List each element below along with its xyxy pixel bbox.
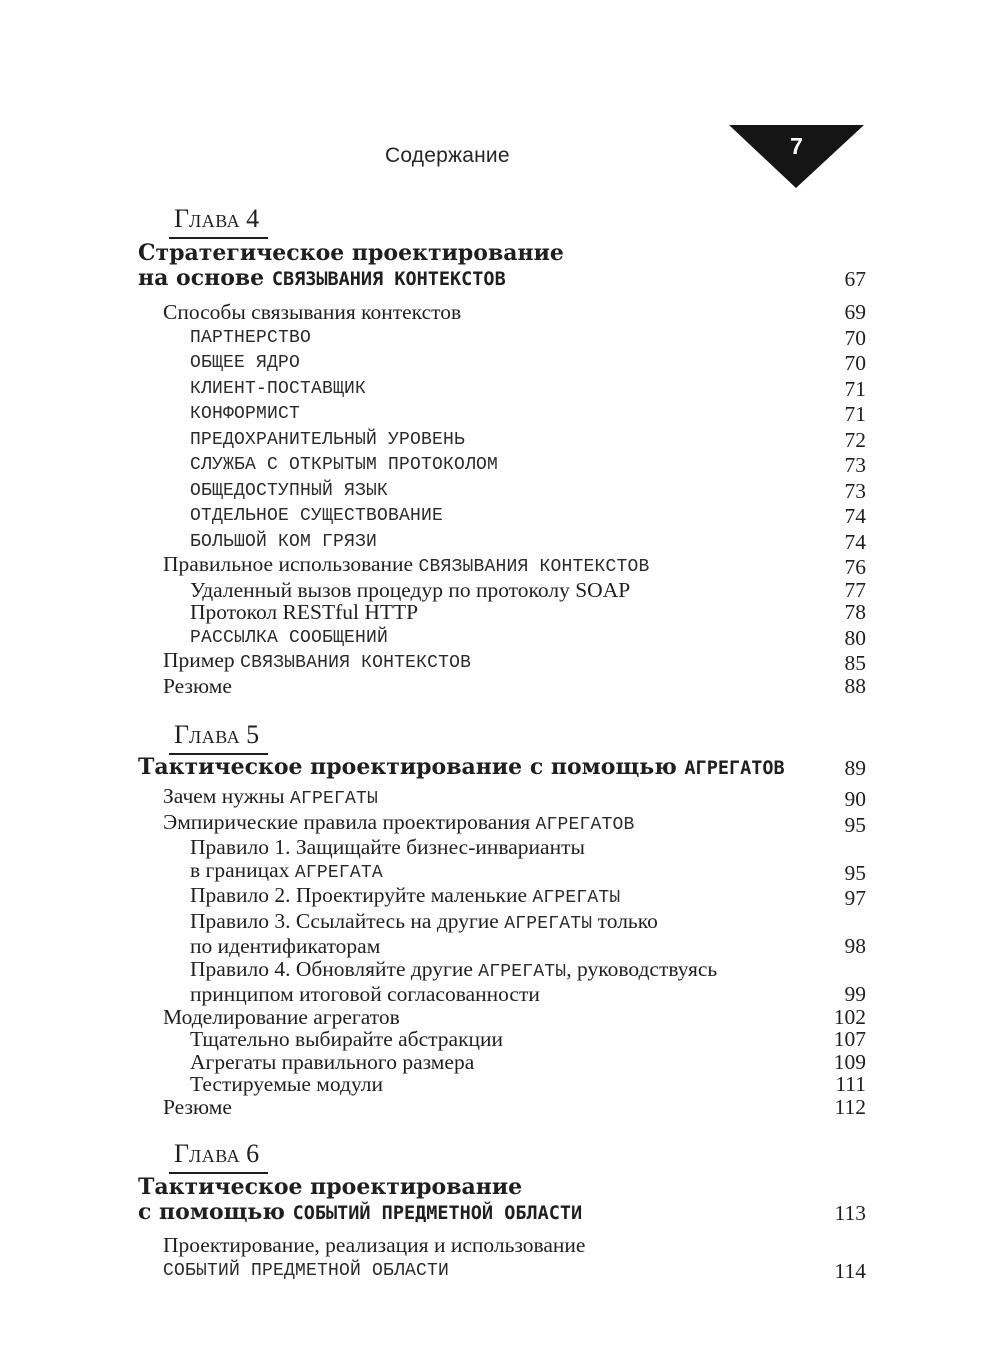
page-number: 111: [835, 1072, 866, 1096]
toc-entry: [138, 675, 866, 698]
page-number: 88: [844, 673, 866, 698]
chapter-number: 6: [246, 1139, 260, 1168]
toc-entry-lines: [190, 451, 498, 477]
page-number: 72: [844, 427, 866, 452]
chapter-title-row: [138, 1175, 866, 1226]
pattern-name-text: ОБЩЕЕ ЯДРО: [190, 353, 301, 373]
page-number: 69: [844, 300, 866, 324]
pattern-name-text: ОБЩЕДОСТУПНЫЙ ЯЗЫК: [190, 480, 389, 501]
page-number: 73: [844, 478, 866, 503]
chapter-word-rest: ЛАВА: [189, 1146, 241, 1166]
toc-entry-line: [190, 528, 377, 554]
toc-entry: [138, 1096, 866, 1119]
toc-entry-lines: [163, 1234, 585, 1282]
toc-entry-text: Правильное использование: [163, 552, 419, 576]
pattern-name-text: РАССЫЛКА СООБЩЕНИЙ: [190, 627, 389, 648]
page-number: 99: [844, 982, 866, 1006]
toc-entry-line: [163, 649, 471, 675]
pattern-name-text: СОБЫТИЙ ПРЕДМЕТНОЙ ОБЛАСТИ: [292, 1203, 583, 1224]
toc-entry-lines: [190, 349, 300, 375]
toc-entry-lines: [190, 579, 630, 602]
toc-entry-line: [190, 375, 366, 401]
toc-entry-line: [190, 1051, 474, 1074]
toc-entry: [138, 579, 866, 602]
toc-entry-line: [190, 426, 465, 452]
page-number: 71: [844, 402, 866, 426]
toc-section-chapter-6: [138, 1140, 866, 1282]
toc-entry-line: [163, 1234, 585, 1257]
pattern-name-text: КОНФОРМИСТ: [190, 404, 301, 424]
page-number: 78: [844, 600, 866, 624]
pattern-name-text: АГРЕГАТОВ: [684, 758, 785, 779]
toc-entry: [138, 324, 866, 350]
toc-entry-lines: [163, 649, 471, 675]
toc-entry: [138, 910, 866, 958]
page-number: 90: [844, 787, 866, 811]
toc-entries: [138, 301, 866, 697]
page-number: 67: [844, 267, 866, 291]
toc-entry-text: Правило 2. Проектируйте маленькие: [190, 883, 533, 907]
toc-entry-lines: [190, 502, 443, 528]
chapter-heading-row: [138, 1140, 866, 1172]
corner-page-number: 7: [790, 133, 803, 159]
page-number: 114: [834, 1258, 866, 1283]
chapter-title-line: [138, 266, 564, 292]
toc-entry-line: [163, 301, 461, 324]
toc-entry-line: [163, 785, 378, 811]
page-number: 73: [844, 453, 866, 477]
toc-entry: [138, 601, 866, 624]
chapter-heading-row: [138, 721, 866, 753]
toc-entry-text: Удаленный вызов процедур по протоколу SOAP: [190, 577, 631, 602]
toc-entry-text: Пример: [163, 648, 241, 672]
toc-entry-line: [190, 836, 585, 859]
toc-entry-line: [190, 983, 717, 1006]
pattern-name-text: КЛИЕНТ-ПОСТАВЩИК: [190, 378, 367, 399]
toc-entry-line: [190, 349, 300, 375]
toc-entry-text: по идентификаторам: [190, 934, 381, 958]
toc-entry-line: [163, 1006, 400, 1029]
chapter-title-text: на основе: [138, 265, 272, 291]
chapter-word-rest: ЛАВА: [189, 727, 241, 747]
toc-entry: [138, 477, 866, 503]
toc-entry-text: Протокол RESTful HTTP: [190, 600, 419, 624]
toc-entry: [138, 502, 866, 528]
page-number: 70: [844, 351, 866, 375]
chapter-title-line: [138, 1175, 582, 1200]
toc-entry: [138, 553, 866, 579]
toc-entry-line: [190, 477, 388, 503]
chapter-title-text: с помощью: [138, 1199, 293, 1225]
page-number: 107: [833, 1027, 866, 1051]
pattern-name-text: ОТДЕЛЬНОЕ СУЩЕСТВОВАНИЕ: [190, 506, 444, 526]
toc-entry: [138, 836, 866, 884]
pattern-name-text: АГРЕГАТОВ: [535, 814, 635, 835]
toc-entry-lines: [163, 301, 461, 324]
toc-entry-text: , руководствуясь: [566, 956, 718, 981]
toc-entry-lines: [190, 477, 388, 503]
toc-section-chapter-4: [138, 205, 866, 697]
chapter-heading-row: [138, 205, 866, 237]
toc-entry: [138, 426, 866, 452]
toc-entry-text: Тестируемые модули: [190, 1072, 383, 1096]
page-number: 74: [844, 529, 866, 554]
toc-entry-line: [163, 553, 650, 579]
toc-entry-lines: [163, 553, 650, 579]
toc-entry: [138, 1028, 866, 1051]
pattern-name-text: СВЯЗЫВАНИЯ КОНТЕКСТОВ: [271, 269, 506, 290]
toc-entry-line: [190, 884, 620, 910]
pattern-name-text: АГРЕГАТА: [294, 862, 383, 883]
toc-entry-lines: [190, 324, 311, 350]
toc-entry-lines: [190, 426, 465, 452]
chapter-title-lines: [138, 241, 564, 292]
chapter-title-lines: [138, 1175, 582, 1226]
toc-entry-line: [190, 958, 717, 984]
toc-entry-lines: [163, 811, 635, 837]
toc-entry: [138, 528, 866, 554]
page-number: 97: [844, 886, 866, 910]
toc-entry: [138, 649, 866, 675]
toc-entry-line: [163, 811, 635, 837]
toc-entry-text: Резюме: [163, 1094, 232, 1119]
pattern-name-text: АГРЕГАТЫ: [289, 789, 378, 809]
toc-entry-lines: [190, 528, 377, 554]
toc-entry: [138, 884, 866, 910]
toc-entry-line: [190, 910, 658, 936]
pattern-name-text: БОЛЬШОЙ КОМ ГРЯЗИ: [190, 531, 378, 552]
toc-entry: [138, 1073, 866, 1096]
toc-entry-lines: [190, 624, 388, 650]
toc-entry: [138, 1051, 866, 1074]
page-header-title: Содержание: [385, 144, 510, 167]
toc-section-chapter-5: [138, 721, 866, 1118]
toc-entry-text: Тщательно выбирайте абстракции: [190, 1027, 504, 1051]
toc-entry: [138, 1234, 866, 1282]
toc-entry-lines: [190, 1028, 503, 1051]
toc-entry: [138, 451, 866, 477]
toc-entry-lines: [163, 1096, 232, 1119]
page-number: 70: [844, 325, 866, 350]
toc-entry-line: [190, 324, 311, 350]
pattern-name-text: СЛУЖБА С ОТКРЫТЫМ ПРОТОКОЛОМ: [190, 455, 499, 475]
toc-entry-lines: [190, 375, 366, 401]
page-number: 113: [834, 1201, 866, 1225]
toc-entry-text: только: [592, 908, 658, 933]
chapter-title-text: Тактическое проектирование с помощью: [138, 754, 685, 780]
chapter-title-text: Стратегическое проектирование: [138, 240, 564, 266]
toc-entry-line: [190, 400, 300, 426]
chapter-title-row: [138, 241, 866, 292]
pattern-name-text: ПАРТНЕРСТВО: [190, 327, 312, 348]
toc-entry-line: [190, 601, 418, 624]
toc-entry: [138, 624, 866, 650]
chapter-title-line: [138, 241, 564, 266]
page-number: 102: [833, 1004, 866, 1029]
pattern-name-text: СВЯЗЫВАНИЯ КОНТЕКСТОВ: [418, 557, 650, 577]
toc-entry-text: принципом итоговой согласованности: [190, 982, 540, 1006]
page-number: 74: [844, 504, 866, 528]
toc-entry-line: [190, 1028, 503, 1051]
pattern-name-text: СОБЫТИЙ ПРЕДМЕТНОЙ ОБЛАСТИ: [163, 1260, 450, 1281]
toc-entry: [138, 1006, 866, 1029]
toc-entry: [138, 375, 866, 401]
toc-entry-text: Эмпирические правила проектирования: [163, 809, 536, 834]
toc-entry-lines: [190, 400, 300, 426]
toc-entry-line: [190, 1073, 383, 1096]
toc-entry-lines: [190, 601, 418, 624]
toc-entry-text: Агрегаты правильного размера: [190, 1049, 475, 1074]
page-number: 89: [844, 756, 866, 780]
toc-entry-line: [190, 859, 585, 885]
toc-entry-lines: [163, 785, 378, 811]
pattern-name-text: СВЯЗЫВАНИЯ КОНТЕКСТОВ: [240, 653, 472, 673]
toc-entry-text: Моделирование агрегатов: [163, 1004, 400, 1029]
toc-entry-lines: [190, 884, 620, 910]
toc-entry-line: [190, 502, 443, 528]
chapter-word-initial: Г: [174, 204, 190, 233]
chapter-title-text: Тактическое проектирование: [138, 1174, 523, 1200]
chapter-number: 4: [246, 204, 260, 233]
toc-entry: [138, 811, 866, 837]
chapter-word-rest: ЛАВА: [189, 211, 241, 231]
toc-entry-lines: [190, 1073, 383, 1096]
toc-entry-text: Резюме: [163, 673, 232, 698]
pattern-name-text: ПРЕДОХРАНИТЕЛЬНЫЙ УРОВЕНЬ: [190, 429, 466, 450]
page-number: 112: [834, 1094, 866, 1119]
toc-entry-line: [163, 675, 232, 698]
chapter-title-row: [138, 755, 866, 781]
toc: [138, 0, 866, 1282]
toc-entry-line: [163, 1257, 585, 1283]
chapter-word-initial: Г: [174, 720, 190, 749]
toc-entry-lines: [190, 1051, 474, 1074]
toc-entries: [138, 785, 866, 1118]
chapter-title-line: [138, 755, 785, 781]
toc-entry-lines: [163, 675, 232, 698]
toc-entry-text: Способы связывания контекстов: [163, 300, 462, 324]
chapter-number: 5: [246, 720, 260, 749]
toc-entry-line: [190, 624, 388, 650]
page-number: 85: [844, 651, 866, 675]
chapter-heading: [169, 721, 268, 755]
page-number: 95: [844, 812, 866, 837]
toc-entry-lines: [190, 836, 585, 884]
page-number: 71: [844, 376, 866, 401]
toc-entry-lines: [190, 910, 658, 958]
page-number: 109: [833, 1049, 866, 1074]
page-number: 95: [844, 860, 866, 885]
toc-entry-lines: [163, 1006, 400, 1029]
toc-entry-line: [163, 1096, 232, 1119]
toc-entry: [138, 301, 866, 324]
pattern-name-text: АГРЕГАТЫ: [532, 888, 621, 908]
toc-entry-text: Правило 4. Обновляйте другие: [190, 956, 479, 981]
toc-entry-line: [190, 451, 498, 477]
chapter-heading: [169, 1140, 268, 1174]
page-number: 76: [844, 555, 866, 579]
pattern-name-text: АГРЕГАТЫ: [478, 961, 567, 982]
toc-entries: [138, 1234, 866, 1282]
page-number: 80: [844, 625, 866, 650]
toc-entry: [138, 349, 866, 375]
toc-entry-text: Правило 3. Ссылайтесь на другие: [190, 908, 505, 933]
toc-entry-text: в границах: [190, 857, 295, 882]
toc-entry-line: [190, 579, 630, 602]
toc-entry-text: Правило 1. Защищайте бизнес-инварианты: [190, 835, 585, 859]
toc-entry-text: Проектирование, реализация и использование: [163, 1233, 586, 1257]
pattern-name-text: АГРЕГАТЫ: [504, 913, 593, 934]
toc-entry: [138, 400, 866, 426]
chapter-title-lines: [138, 755, 785, 781]
chapter-heading: [169, 205, 268, 239]
chapter-title-line: [138, 1200, 582, 1226]
toc-entry: [138, 785, 866, 811]
toc-entry-text: Зачем нужны: [163, 784, 290, 808]
page-number: 98: [844, 934, 866, 958]
toc-entry-lines: [190, 958, 717, 1006]
toc-entry: [138, 958, 866, 1006]
chapter-word-initial: Г: [174, 1139, 190, 1168]
page-number: 77: [844, 577, 866, 602]
toc-entry-line: [190, 935, 658, 958]
